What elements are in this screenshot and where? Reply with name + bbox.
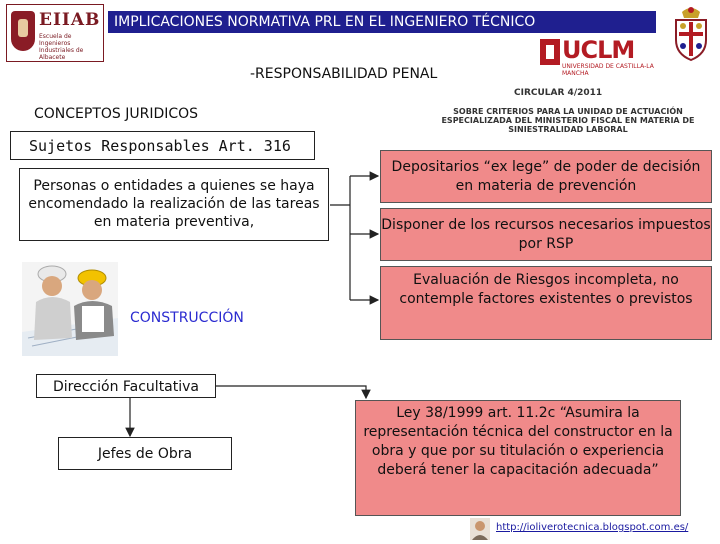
- circular-text: SOBRE CRITERIOS PARA LA UNIDAD DE ACTUACIÓN ESPECIALIZADA DEL MINISTERIO FISCAL EN MATERIA DE SINIESTRALIDAD LABORAL: [441, 107, 695, 134]
- conceptos-heading: CONCEPTOS JURIDICOS: [34, 106, 199, 122]
- slide-title: IMPLICACIONES NORMATIVA PRL EN EL INGENIERO TÉCNICO: [108, 11, 656, 33]
- ley-38-1999-box: Ley 38/1999 art. 11.2c “Asumira la representación técnica del constructor en la obra y que por su titulación o experiencia deberá tener la capacitación adecuada”: [355, 400, 681, 516]
- uclm-logo-subtitle: UNIVERSIDAD DE CASTILLA-LA MANCHA: [562, 63, 654, 77]
- uclm-logo-text: UCLM: [562, 36, 635, 64]
- author-avatar-icon: [470, 518, 490, 540]
- blog-url-link[interactable]: http://ioliverotecnica.blogspot.com.es/: [496, 522, 689, 533]
- eiiab-logo-subtitle: Escuela de Ingenieros Industriales de Albacete: [39, 33, 84, 61]
- eiiab-logo-text: EIIAB: [39, 10, 101, 30]
- circular-title: CIRCULAR 4/2011: [514, 88, 603, 98]
- construccion-label: CONSTRUCCIÓN: [130, 310, 244, 326]
- disponer-recursos-box: Disponer de los recursos necesarios impuestos por RSP: [380, 208, 712, 261]
- depositarios-box: Depositarios “ex lege” de poder de decisión en materia de prevención: [380, 150, 712, 203]
- section-subtitle: -RESPONSABILIDAD PENAL: [250, 66, 438, 82]
- evaluacion-riesgos-box: Evaluación de Riesgos incompleta, no contemple factores existentes o previstos: [380, 266, 712, 340]
- jefes-de-obra-box: Jefes de Obra: [58, 437, 232, 470]
- sujetos-box: Sujetos Responsables Art. 316: [10, 131, 315, 160]
- direccion-facultativa-box: Dirección Facultativa: [36, 374, 216, 398]
- personas-box: Personas o entidades a quienes se haya encomendado la realización de las tareas en materia preventiva,: [19, 168, 329, 241]
